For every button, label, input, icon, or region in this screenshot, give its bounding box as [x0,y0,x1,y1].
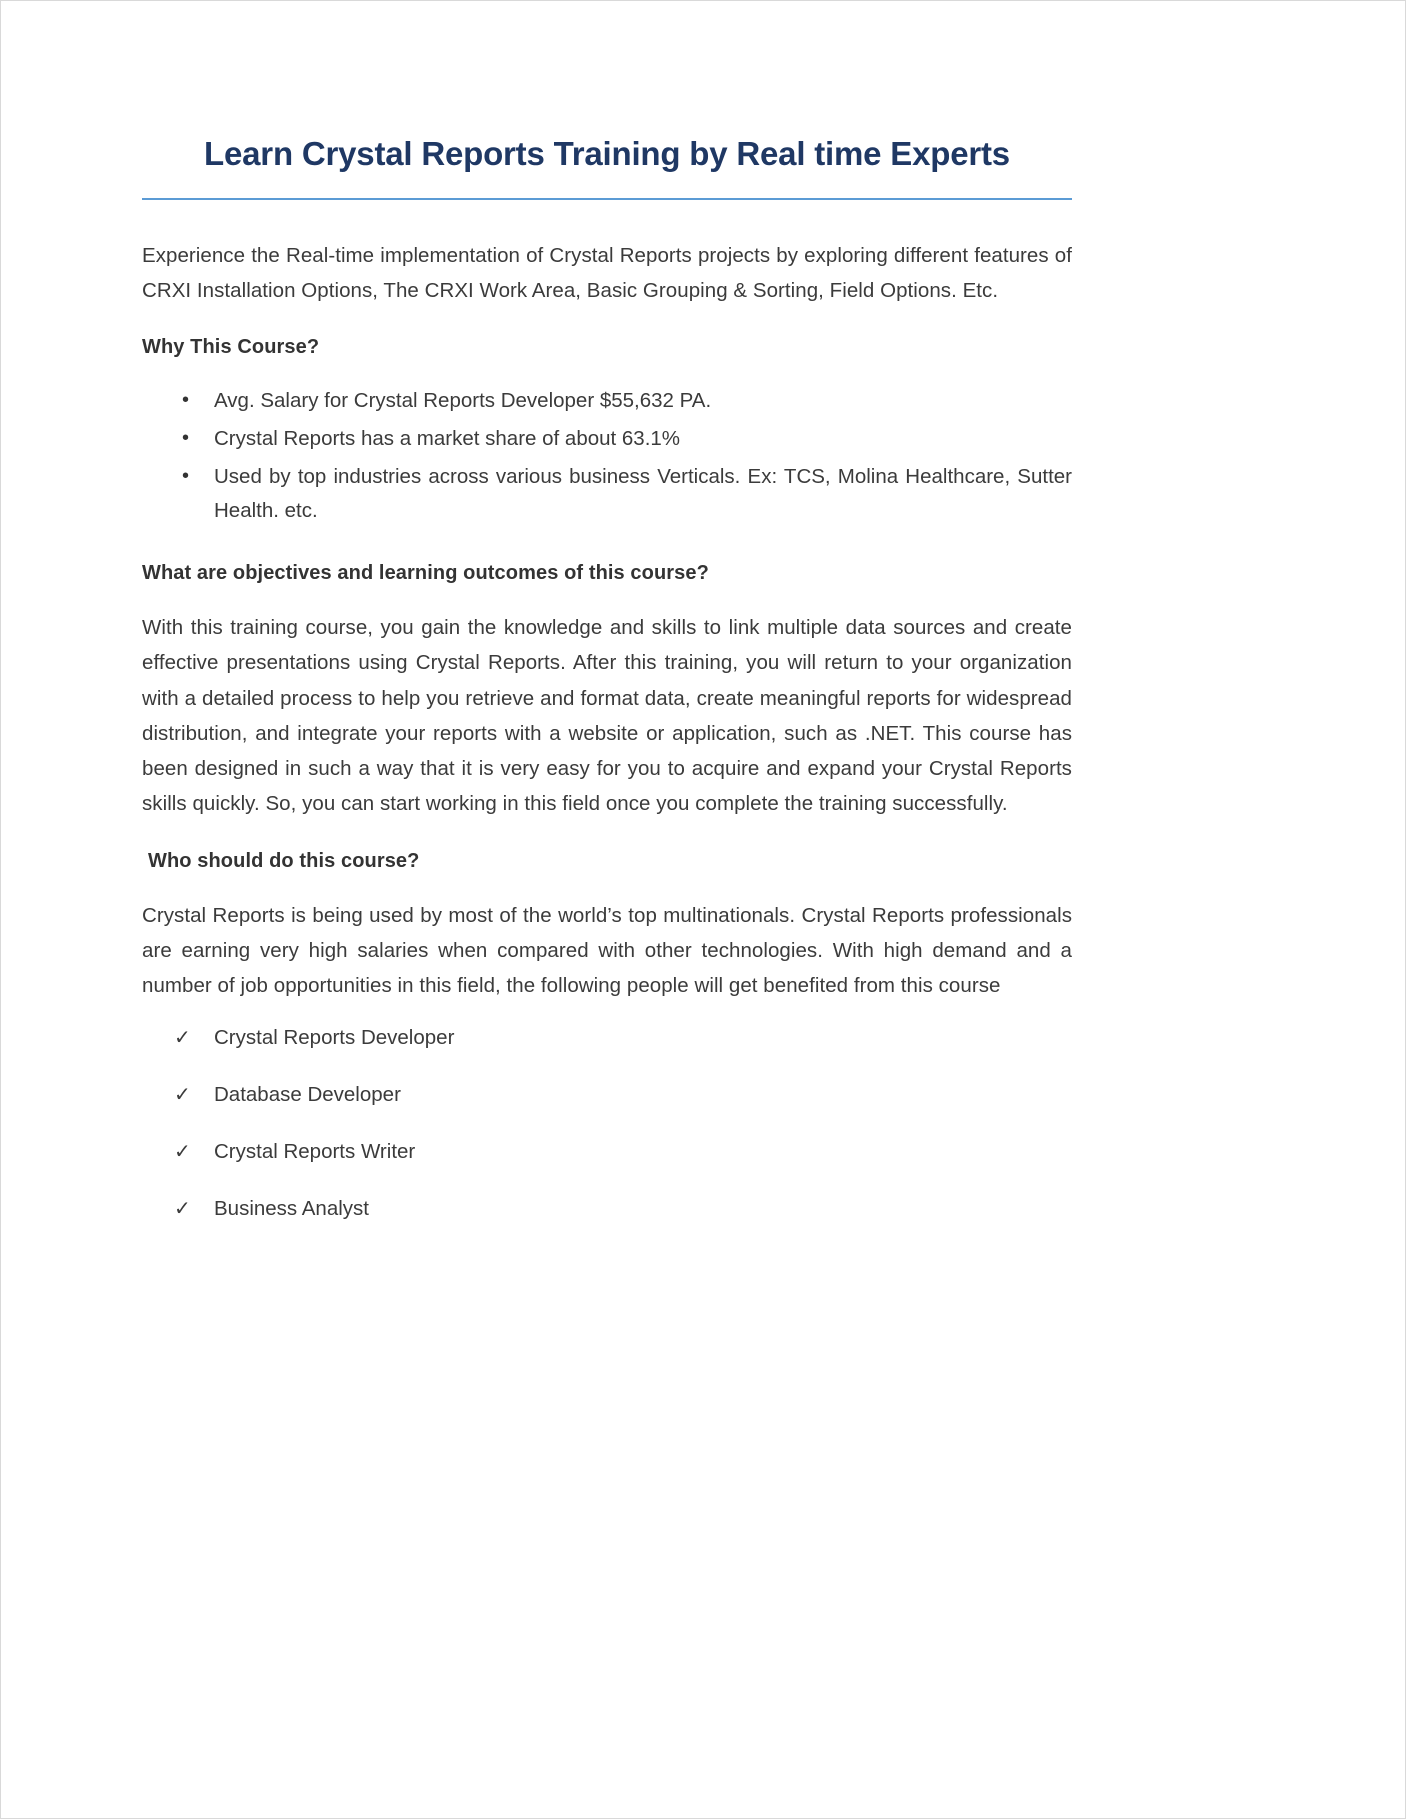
intro-paragraph: Experience the Real-time implementation of Crystal Reports projects by exploring different features of CRXI Installation Options, The CRXI Work Area, Basic Grouping & Sorting, Field Options. Etc. [142,243,1072,302]
list-item [142,1080,1072,1111]
list-item-label: Database Developer [214,1083,401,1107]
list-item-label: Business Analyst [214,1196,369,1220]
objectives-paragraph: With this training course, you gain the knowledge and skills to link multiple data sources and create effective presentations using Crystal Reports. After this training, you will return to your organization with a detailed process to help you retrieve and format data, create meaningful reports for widespread distribution, and integrate your reports with a website or application, such as .NET. This course has been designed in such a way that it is very easy for you to acquire and expand your Crystal Reports skills quickly. So, you can start working in this field once you complete the training successfully. [142,616,1072,816]
list-item [142,1194,1072,1225]
page-title: Learn Crystal Reports Training by Real time Experts [204,135,1010,172]
list-item [142,1137,1072,1168]
check-icon: ✓ [174,1027,191,1050]
document-content [142,120,1072,1250]
list-item [142,1023,1072,1054]
list-item [142,460,1072,528]
why-this-course-list [142,384,1072,528]
check-icon: ✓ [174,1197,191,1220]
heading-why-this-course: Why This Course? [142,336,320,359]
who-should-do-paragraph: Crystal Reports is being used by most of the world’s top multinationals. Crystal Reports professionals are earning very high salaries when compared with other technologies. With high demand and a number of job opportunities in this field, the following people will get benefited from this course [142,903,1072,998]
audience-list [142,1023,1072,1224]
bullet-icon: • [182,427,190,450]
title-divider [142,198,1072,200]
list-item-label: Crystal Reports Writer [214,1139,416,1163]
list-item [142,422,1072,456]
check-icon: ✓ [174,1084,191,1107]
bullet-icon: • [182,389,190,412]
list-item-label: Crystal Reports has a market share of about 63.1% [214,427,681,451]
list-item-label: Avg. Salary for Crystal Reports Developer $55,632 PA. [214,389,712,413]
bullet-icon: • [182,465,190,488]
heading-objectives: What are objectives and learning outcomes of this course? [142,562,709,585]
list-item-label: Crystal Reports Developer [214,1026,455,1050]
list-item-label: Used by top industries across various business Verticals. Ex: TCS, Molina Healthcare, Sutter Health. etc. [214,465,1072,523]
heading-who-should-do-this-course: Who should do this course? [148,849,420,872]
list-item [142,384,1072,418]
check-icon: ✓ [174,1140,191,1163]
